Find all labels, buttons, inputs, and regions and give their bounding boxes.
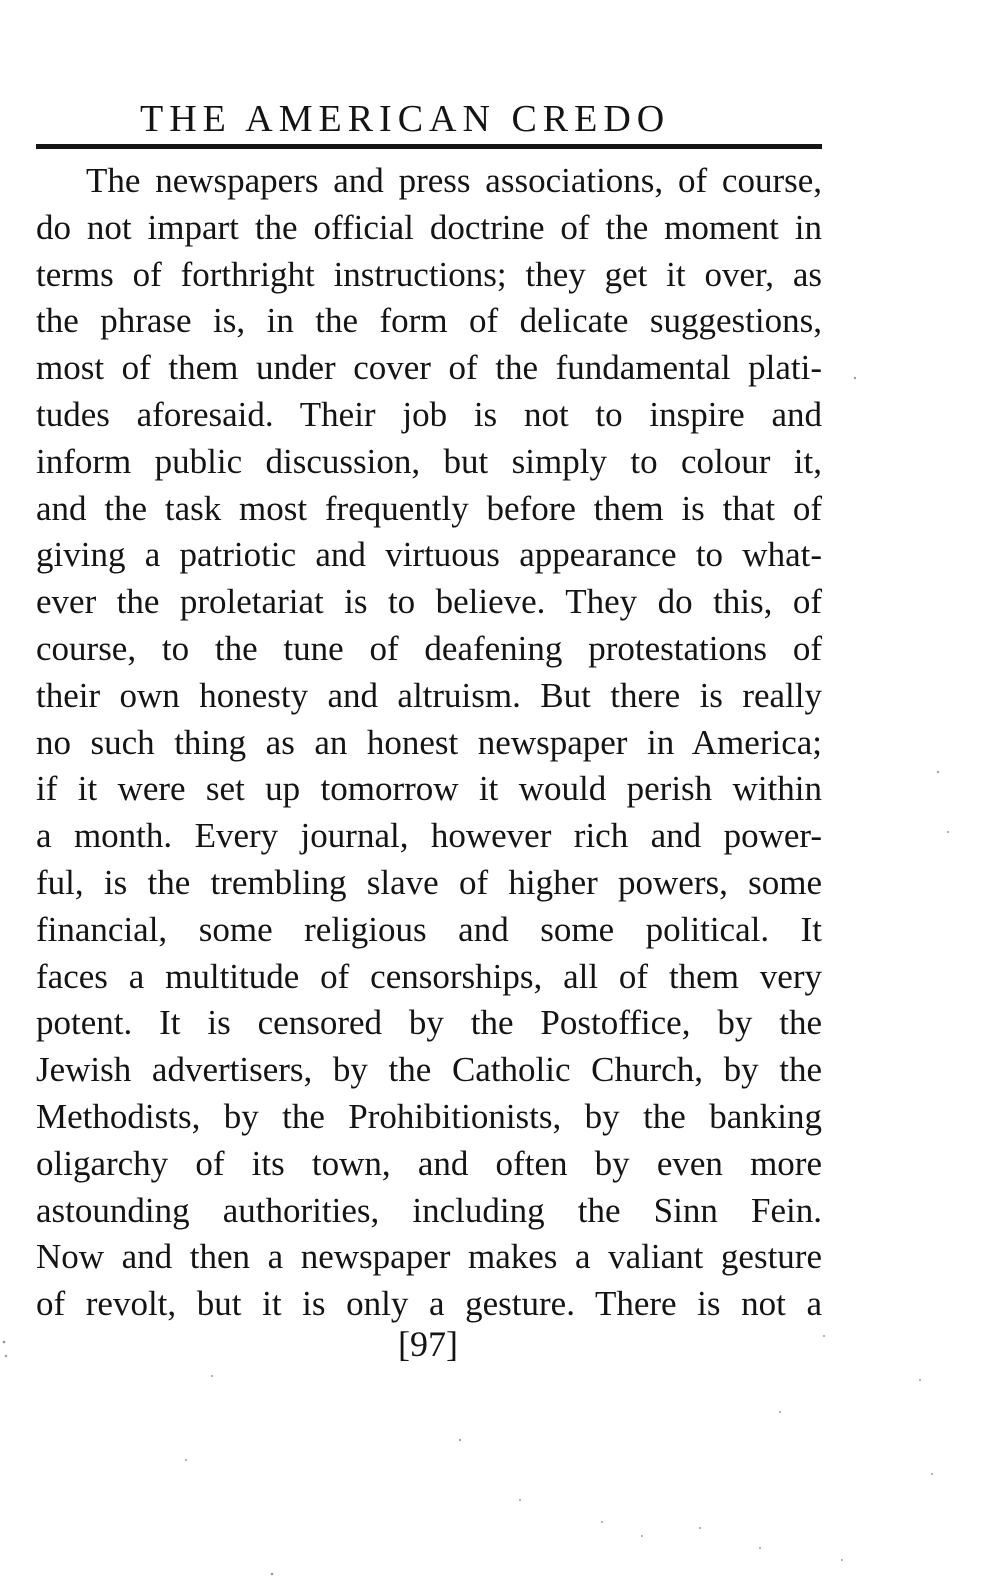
text-line: do not impart the official doctrine of the moment in <box>36 207 822 247</box>
text-line: their own honesty and altruism. But there is really <box>36 675 822 715</box>
text-line: ever the proletariat is to believe. They do this, of <box>36 582 822 622</box>
text-line: faces a multitude of censorships, all of them very <box>36 956 822 996</box>
text-line: financial, some religious and some political. It <box>36 909 822 949</box>
text-line: Methodists, by the Prohibitionists, by the banking <box>36 1096 822 1136</box>
text-line: tudes aforesaid. Their job is not to inspire and <box>36 394 822 434</box>
text-line: Jewish advertisers, by the Catholic Church, by the <box>36 1050 822 1090</box>
running-title: THE AMERICAN CREDO <box>140 98 671 140</box>
text-line: most of them under cover of the fundamental plati- <box>36 348 822 388</box>
text-line: course, to the tune of deafening protestations of <box>36 628 822 668</box>
text-line: potent. It is censored by the Postoffice, by the <box>36 1003 822 1043</box>
text-line: of revolt, but it is only a gesture. There is not a <box>36 1284 822 1324</box>
text-line: Now and then a newspaper makes a valiant gesture <box>36 1237 822 1277</box>
text-line: no such thing as an honest newspaper in America; <box>36 722 822 762</box>
text-line: astounding authorities, including the Sinn Fein. <box>36 1190 822 1230</box>
text-line: the phrase is, in the form of delicate suggestions, <box>36 301 822 341</box>
text-line: and the task most frequently before them is that of <box>36 488 822 528</box>
text-line: a month. Every journal, however rich and power- <box>36 816 822 856</box>
text-line: The newspapers and press associations, of course, <box>86 161 822 200</box>
text-line: terms of forthright instructions; they get it over, as <box>36 254 822 294</box>
page-number: [97] <box>398 1324 458 1364</box>
text-line: if it were set up tomorrow it would perish within <box>36 769 822 809</box>
text-line: oligarchy of its town, and often by even more <box>36 1143 822 1183</box>
text-line: ful, is the trembling slave of higher powers, some <box>36 862 822 902</box>
text-line: giving a patriotic and virtuous appearance to what- <box>36 535 822 575</box>
text-line: inform public discussion, but simply to colour it, <box>36 441 822 481</box>
